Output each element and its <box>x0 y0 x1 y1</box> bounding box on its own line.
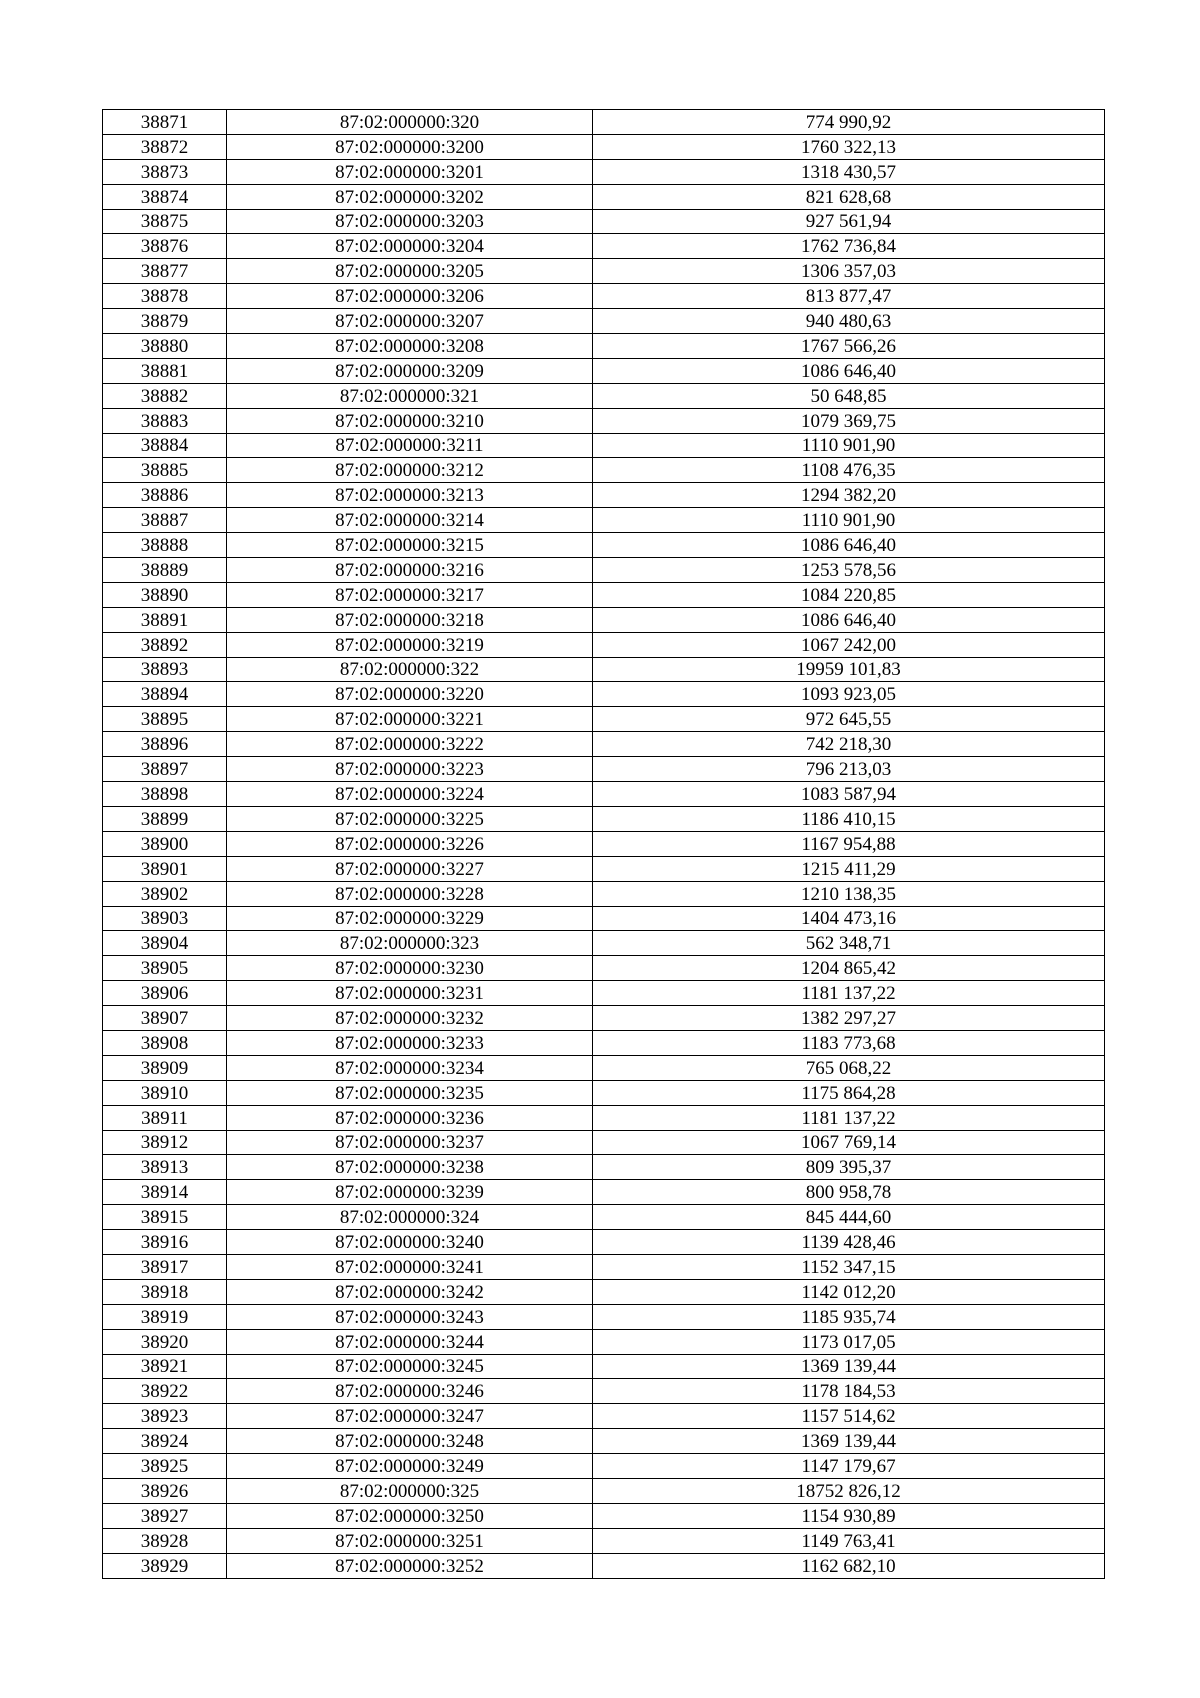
table-row <box>103 1105 1105 1130</box>
row-number-cell: 38910 <box>103 1080 227 1105</box>
cadastral-number-cell: 87:02:000000:3220 <box>227 682 593 707</box>
table-row <box>103 134 1105 159</box>
table-row <box>103 1279 1105 1304</box>
row-number-cell: 38877 <box>103 259 227 284</box>
cadastral-number-cell: 87:02:000000:3206 <box>227 284 593 309</box>
cadastral-value-cell: 742 218,30 <box>593 732 1105 757</box>
cadastral-value-cell: 1183 773,68 <box>593 1030 1105 1055</box>
row-number-cell: 38924 <box>103 1429 227 1454</box>
row-number-cell: 38909 <box>103 1055 227 1080</box>
row-number-cell: 38918 <box>103 1279 227 1304</box>
cadastral-number-cell: 87:02:000000:3204 <box>227 234 593 259</box>
cadastral-number-cell: 87:02:000000:321 <box>227 383 593 408</box>
cadastral-value-cell: 1093 923,05 <box>593 682 1105 707</box>
table-row <box>103 657 1105 682</box>
cadastral-number-cell: 87:02:000000:3205 <box>227 259 593 284</box>
cadastral-value-cell: 800 958,78 <box>593 1180 1105 1205</box>
cadastral-value-cell: 1157 514,62 <box>593 1404 1105 1429</box>
row-number-cell: 38886 <box>103 483 227 508</box>
row-number-cell: 38899 <box>103 806 227 831</box>
table-row <box>103 533 1105 558</box>
cadastral-number-cell: 87:02:000000:3230 <box>227 956 593 981</box>
table-row <box>103 358 1105 383</box>
cadastral-number-cell: 87:02:000000:3237 <box>227 1130 593 1155</box>
table-row <box>103 458 1105 483</box>
cadastral-number-cell: 87:02:000000:3224 <box>227 782 593 807</box>
cadastral-number-cell: 87:02:000000:3223 <box>227 757 593 782</box>
table-row <box>103 259 1105 284</box>
cadastral-value-cell: 1369 139,44 <box>593 1354 1105 1379</box>
table-row <box>103 881 1105 906</box>
cadastral-value-cell: 1162 682,10 <box>593 1553 1105 1578</box>
cadastral-number-cell: 87:02:000000:3218 <box>227 607 593 632</box>
row-number-cell: 38928 <box>103 1528 227 1553</box>
row-number-cell: 38873 <box>103 159 227 184</box>
cadastral-value-cell: 821 628,68 <box>593 184 1105 209</box>
table-row <box>103 1055 1105 1080</box>
row-number-cell: 38914 <box>103 1180 227 1205</box>
row-number-cell: 38929 <box>103 1553 227 1578</box>
row-number-cell: 38912 <box>103 1130 227 1155</box>
cadastral-value-cell: 1186 410,15 <box>593 806 1105 831</box>
cadastral-value-cell: 1154 930,89 <box>593 1503 1105 1528</box>
cadastral-number-cell: 87:02:000000:3225 <box>227 806 593 831</box>
cadastral-number-cell: 87:02:000000:325 <box>227 1478 593 1503</box>
cadastral-number-cell: 87:02:000000:3201 <box>227 159 593 184</box>
cadastral-value-cell: 1139 428,46 <box>593 1230 1105 1255</box>
cadastral-value-cell: 1175 864,28 <box>593 1080 1105 1105</box>
cadastral-number-cell: 87:02:000000:3236 <box>227 1105 593 1130</box>
table-row <box>103 1454 1105 1479</box>
table-row <box>103 1404 1105 1429</box>
table-row <box>103 234 1105 259</box>
row-number-cell: 38893 <box>103 657 227 682</box>
cadastral-number-cell: 87:02:000000:3216 <box>227 558 593 583</box>
table-row <box>103 309 1105 334</box>
row-number-cell: 38892 <box>103 632 227 657</box>
row-number-cell: 38889 <box>103 558 227 583</box>
table-row <box>103 1230 1105 1255</box>
row-number-cell: 38904 <box>103 931 227 956</box>
cadastral-value-cell: 1086 646,40 <box>593 358 1105 383</box>
cadastral-number-cell: 87:02:000000:3229 <box>227 906 593 931</box>
row-number-cell: 38890 <box>103 582 227 607</box>
table-row <box>103 682 1105 707</box>
table-row <box>103 334 1105 359</box>
cadastral-value-cell: 1173 017,05 <box>593 1329 1105 1354</box>
row-number-cell: 38903 <box>103 906 227 931</box>
cadastral-value-cell: 1079 369,75 <box>593 408 1105 433</box>
row-number-cell: 38923 <box>103 1404 227 1429</box>
cadastral-value-cell: 845 444,60 <box>593 1205 1105 1230</box>
table-row <box>103 632 1105 657</box>
cadastral-value-cell: 18752 826,12 <box>593 1478 1105 1503</box>
table-row <box>103 931 1105 956</box>
table-row <box>103 1528 1105 1553</box>
cadastral-number-cell: 87:02:000000:3232 <box>227 1006 593 1031</box>
cadastral-value-cell: 1404 473,16 <box>593 906 1105 931</box>
cadastral-number-cell: 87:02:000000:322 <box>227 657 593 682</box>
row-number-cell: 38911 <box>103 1105 227 1130</box>
cadastral-number-cell: 87:02:000000:3203 <box>227 209 593 234</box>
cadastral-value-cell: 927 561,94 <box>593 209 1105 234</box>
cadastral-value-cell: 1167 954,88 <box>593 831 1105 856</box>
cadastral-number-cell: 87:02:000000:3226 <box>227 831 593 856</box>
table-row <box>103 732 1105 757</box>
cadastral-number-cell: 87:02:000000:3238 <box>227 1155 593 1180</box>
row-number-cell: 38885 <box>103 458 227 483</box>
cadastral-number-cell: 87:02:000000:3235 <box>227 1080 593 1105</box>
cadastral-number-cell: 87:02:000000:3228 <box>227 881 593 906</box>
table-row <box>103 981 1105 1006</box>
row-number-cell: 38875 <box>103 209 227 234</box>
cadastral-number-cell: 87:02:000000:3244 <box>227 1329 593 1354</box>
cadastral-value-cell: 1185 935,74 <box>593 1304 1105 1329</box>
row-number-cell: 38925 <box>103 1454 227 1479</box>
cadastral-number-cell: 87:02:000000:3214 <box>227 508 593 533</box>
cadastral-value-cell: 1110 901,90 <box>593 508 1105 533</box>
cadastral-value-cell: 1086 646,40 <box>593 607 1105 632</box>
table-row <box>103 831 1105 856</box>
row-number-cell: 38898 <box>103 782 227 807</box>
cadastral-value-cell: 19959 101,83 <box>593 657 1105 682</box>
table-row <box>103 1254 1105 1279</box>
cadastral-value-cell: 1149 763,41 <box>593 1528 1105 1553</box>
cadastral-number-cell: 87:02:000000:3252 <box>227 1553 593 1578</box>
cadastral-number-cell: 87:02:000000:3208 <box>227 334 593 359</box>
cadastral-number-cell: 87:02:000000:3234 <box>227 1055 593 1080</box>
table-row <box>103 1080 1105 1105</box>
row-number-cell: 38897 <box>103 757 227 782</box>
table-row <box>103 1030 1105 1055</box>
row-number-cell: 38878 <box>103 284 227 309</box>
table-row <box>103 433 1105 458</box>
row-number-cell: 38919 <box>103 1304 227 1329</box>
cadastral-number-cell: 87:02:000000:3246 <box>227 1379 593 1404</box>
table-row <box>103 582 1105 607</box>
row-number-cell: 38894 <box>103 682 227 707</box>
cadastral-number-cell: 87:02:000000:324 <box>227 1205 593 1230</box>
table-row <box>103 110 1105 135</box>
table-body <box>103 110 1105 1579</box>
cadastral-number-cell: 87:02:000000:3245 <box>227 1354 593 1379</box>
cadastral-value-cell: 1318 430,57 <box>593 159 1105 184</box>
row-number-cell: 38917 <box>103 1254 227 1279</box>
cadastral-number-cell: 87:02:000000:3231 <box>227 981 593 1006</box>
cadastral-number-cell: 87:02:000000:3210 <box>227 408 593 433</box>
table-row <box>103 383 1105 408</box>
table-row <box>103 284 1105 309</box>
cadastral-value-cell: 1204 865,42 <box>593 956 1105 981</box>
cadastral-value-cell: 1083 587,94 <box>593 782 1105 807</box>
table-row <box>103 209 1105 234</box>
row-number-cell: 38879 <box>103 309 227 334</box>
table-row <box>103 1304 1105 1329</box>
table-row <box>103 1205 1105 1230</box>
cadastral-number-cell: 87:02:000000:3212 <box>227 458 593 483</box>
cadastral-number-cell: 87:02:000000:3242 <box>227 1279 593 1304</box>
cadastral-value-cell: 1215 411,29 <box>593 856 1105 881</box>
table-row <box>103 159 1105 184</box>
row-number-cell: 38881 <box>103 358 227 383</box>
row-number-cell: 38876 <box>103 234 227 259</box>
row-number-cell: 38887 <box>103 508 227 533</box>
cadastral-value-cell: 50 648,85 <box>593 383 1105 408</box>
row-number-cell: 38920 <box>103 1329 227 1354</box>
row-number-cell: 38888 <box>103 533 227 558</box>
cadastral-number-cell: 87:02:000000:3222 <box>227 732 593 757</box>
row-number-cell: 38880 <box>103 334 227 359</box>
row-number-cell: 38891 <box>103 607 227 632</box>
cadastral-number-cell: 87:02:000000:3202 <box>227 184 593 209</box>
table-row <box>103 1130 1105 1155</box>
table-row <box>103 1354 1105 1379</box>
row-number-cell: 38901 <box>103 856 227 881</box>
cadastral-value-table <box>102 109 1105 1579</box>
cadastral-number-cell: 87:02:000000:3249 <box>227 1454 593 1479</box>
table-row <box>103 1379 1105 1404</box>
cadastral-value-cell: 1369 139,44 <box>593 1429 1105 1454</box>
row-number-cell: 38908 <box>103 1030 227 1055</box>
cadastral-value-cell: 562 348,71 <box>593 931 1105 956</box>
row-number-cell: 38895 <box>103 707 227 732</box>
row-number-cell: 38872 <box>103 134 227 159</box>
table-row <box>103 856 1105 881</box>
row-number-cell: 38907 <box>103 1006 227 1031</box>
cadastral-number-cell: 87:02:000000:3207 <box>227 309 593 334</box>
row-number-cell: 38906 <box>103 981 227 1006</box>
row-number-cell: 38927 <box>103 1503 227 1528</box>
table-row <box>103 408 1105 433</box>
cadastral-value-cell: 1067 769,14 <box>593 1130 1105 1155</box>
table-row <box>103 184 1105 209</box>
cadastral-number-cell: 87:02:000000:3227 <box>227 856 593 881</box>
cadastral-value-cell: 1084 220,85 <box>593 582 1105 607</box>
cadastral-value-cell: 1110 901,90 <box>593 433 1105 458</box>
cadastral-value-cell: 1181 137,22 <box>593 1105 1105 1130</box>
row-number-cell: 38871 <box>103 110 227 135</box>
table-row <box>103 782 1105 807</box>
cadastral-value-cell: 1306 357,03 <box>593 259 1105 284</box>
cadastral-value-cell: 1108 476,35 <box>593 458 1105 483</box>
row-number-cell: 38915 <box>103 1205 227 1230</box>
table-row <box>103 558 1105 583</box>
row-number-cell: 38874 <box>103 184 227 209</box>
cadastral-number-cell: 87:02:000000:3213 <box>227 483 593 508</box>
row-number-cell: 38883 <box>103 408 227 433</box>
cadastral-value-cell: 1294 382,20 <box>593 483 1105 508</box>
cadastral-number-cell: 87:02:000000:3200 <box>227 134 593 159</box>
cadastral-value-cell: 1382 297,27 <box>593 1006 1105 1031</box>
cadastral-value-cell: 1067 242,00 <box>593 632 1105 657</box>
cadastral-value-cell: 809 395,37 <box>593 1155 1105 1180</box>
cadastral-number-cell: 87:02:000000:3247 <box>227 1404 593 1429</box>
cadastral-value-cell: 1760 322,13 <box>593 134 1105 159</box>
cadastral-number-cell: 87:02:000000:3241 <box>227 1254 593 1279</box>
cadastral-value-cell: 1210 138,35 <box>593 881 1105 906</box>
row-number-cell: 38913 <box>103 1155 227 1180</box>
cadastral-value-cell: 1152 347,15 <box>593 1254 1105 1279</box>
table-row <box>103 1429 1105 1454</box>
table-row <box>103 1553 1105 1578</box>
row-number-cell: 38896 <box>103 732 227 757</box>
row-number-cell: 38902 <box>103 881 227 906</box>
row-number-cell: 38922 <box>103 1379 227 1404</box>
table-row <box>103 483 1105 508</box>
cadastral-value-cell: 774 990,92 <box>593 110 1105 135</box>
cadastral-number-cell: 87:02:000000:3215 <box>227 533 593 558</box>
cadastral-number-cell: 87:02:000000:3219 <box>227 632 593 657</box>
cadastral-value-cell: 1253 578,56 <box>593 558 1105 583</box>
table-row <box>103 607 1105 632</box>
row-number-cell: 38882 <box>103 383 227 408</box>
table-row <box>103 906 1105 931</box>
cadastral-number-cell: 87:02:000000:3240 <box>227 1230 593 1255</box>
cadastral-number-cell: 87:02:000000:3217 <box>227 582 593 607</box>
cadastral-number-cell: 87:02:000000:3243 <box>227 1304 593 1329</box>
cadastral-value-cell: 1767 566,26 <box>593 334 1105 359</box>
cadastral-number-cell: 87:02:000000:323 <box>227 931 593 956</box>
row-number-cell: 38905 <box>103 956 227 981</box>
cadastral-value-cell: 1181 137,22 <box>593 981 1105 1006</box>
cadastral-number-cell: 87:02:000000:3233 <box>227 1030 593 1055</box>
table-row <box>103 956 1105 981</box>
cadastral-number-cell: 87:02:000000:3250 <box>227 1503 593 1528</box>
table-row <box>103 1006 1105 1031</box>
cadastral-value-cell: 796 213,03 <box>593 757 1105 782</box>
table-row <box>103 508 1105 533</box>
table-row <box>103 806 1105 831</box>
cadastral-value-cell: 813 877,47 <box>593 284 1105 309</box>
cadastral-value-cell: 765 068,22 <box>593 1055 1105 1080</box>
cadastral-number-cell: 87:02:000000:3209 <box>227 358 593 383</box>
cadastral-value-cell: 1762 736,84 <box>593 234 1105 259</box>
row-number-cell: 38921 <box>103 1354 227 1379</box>
cadastral-value-cell: 1147 179,67 <box>593 1454 1105 1479</box>
table-row <box>103 1155 1105 1180</box>
table-row <box>103 757 1105 782</box>
cadastral-number-cell: 87:02:000000:3239 <box>227 1180 593 1205</box>
row-number-cell: 38900 <box>103 831 227 856</box>
cadastral-number-cell: 87:02:000000:3211 <box>227 433 593 458</box>
row-number-cell: 38884 <box>103 433 227 458</box>
row-number-cell: 38916 <box>103 1230 227 1255</box>
table-row <box>103 1180 1105 1205</box>
row-number-cell: 38926 <box>103 1478 227 1503</box>
table-row <box>103 1329 1105 1354</box>
table-row <box>103 1478 1105 1503</box>
cadastral-number-cell: 87:02:000000:3221 <box>227 707 593 732</box>
cadastral-number-cell: 87:02:000000:320 <box>227 110 593 135</box>
cadastral-value-cell: 1142 012,20 <box>593 1279 1105 1304</box>
table-row <box>103 707 1105 732</box>
cadastral-number-cell: 87:02:000000:3248 <box>227 1429 593 1454</box>
cadastral-number-cell: 87:02:000000:3251 <box>227 1528 593 1553</box>
cadastral-value-cell: 1178 184,53 <box>593 1379 1105 1404</box>
cadastral-value-cell: 972 645,55 <box>593 707 1105 732</box>
cadastral-value-cell: 940 480,63 <box>593 309 1105 334</box>
table-row <box>103 1503 1105 1528</box>
cadastral-value-cell: 1086 646,40 <box>593 533 1105 558</box>
